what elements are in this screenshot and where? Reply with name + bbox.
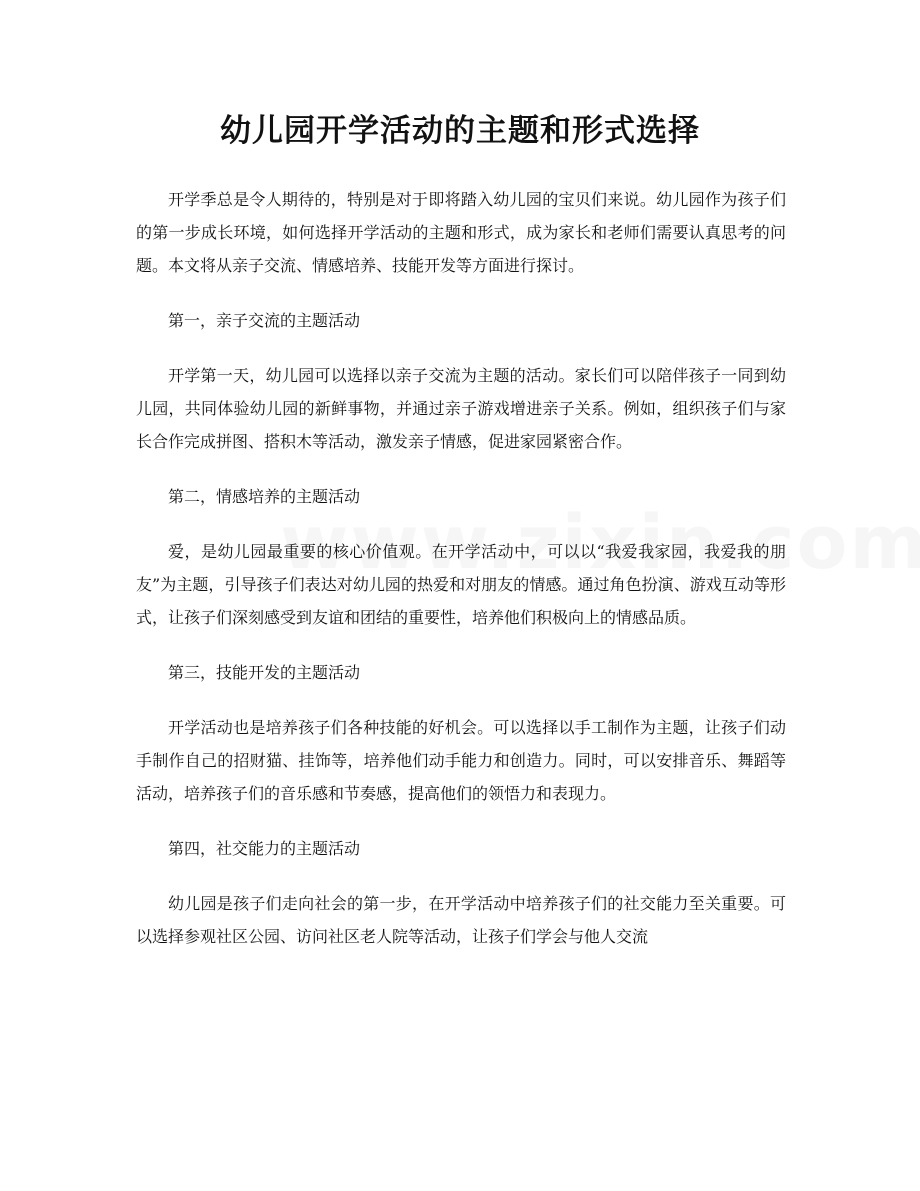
section-heading-4: 第四，社交能力的主题活动: [168, 839, 361, 858]
section-heading-1: 第一，亲子交流的主题活动: [168, 311, 361, 330]
document-body: [136, 183, 786, 975]
section-paragraph-3: 开学活动也是培养孩子们各种技能的好机会。可以选择以手工制作为主题，让孩子们动手制作自己的招财猫、挂饰等，培养他们动手能力和创造力。同时，可以安排音乐、舞蹈等活动，培养孩子们的音乐感和节奏感，提高他们的领悟力和表现力。: [136, 718, 786, 803]
intro-paragraph: 开学季总是令人期待的，特别是对于即将踏入幼儿园的宝贝们来说。幼儿园作为孩子们的第一步成长环境，如何选择开学活动的主题和形式，成为家长和老师们需要认真思考的问题。本文将从亲子交流、情感培养、技能开发等方面进行探讨。: [136, 190, 786, 275]
section-paragraph-4: 幼儿园是孩子们走向社会的第一步，在开学活动中培养孩子们的社交能力至关重要。可以选择参观社区公园、访问社区老人院等活动，让孩子们学会与他人交流: [136, 894, 786, 946]
section-paragraph-2: 爱，是幼儿园最重要的核心价值观。在开学活动中，可以以“我爱我家园，我爱我的朋友”为主题，引导孩子们表达对幼儿园的热爱和对朋友的情感。通过角色扮演、游戏互动等形式，让孩子们深刻感受到友谊和团结的重要性，培养他们积极向上的情感品质。: [136, 542, 786, 627]
section-heading-2: 第二，情感培养的主题活动: [168, 487, 361, 506]
section-paragraph-1: 开学第一天，幼儿园可以选择以亲子交流为主题的活动。家长们可以陪伴孩子一同到幼儿园，共同体验幼儿园的新鲜事物，并通过亲子游戏增进亲子关系。例如，组织孩子们与家长合作完成拼图、搭积木等活动，激发亲子情感，促进家园紧密合作。: [136, 366, 786, 451]
document-title: 幼儿园开学活动的主题和形式选择: [220, 113, 700, 149]
section-heading-3: 第三，技能开发的主题活动: [168, 663, 361, 682]
